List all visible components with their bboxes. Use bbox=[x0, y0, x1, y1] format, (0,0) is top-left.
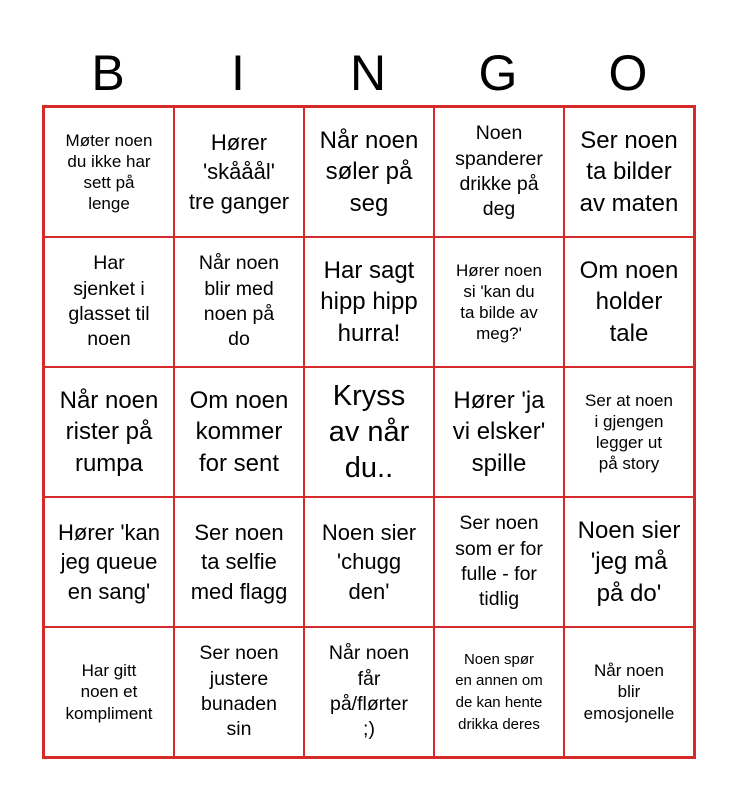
header-letter-b: B bbox=[91, 45, 125, 101]
bingo-cell[interactable]: Når noen blir emosjonelle bbox=[564, 627, 694, 757]
bingo-cell[interactable]: Når noen blir med noen på do bbox=[174, 237, 304, 367]
header-letter-i: I bbox=[231, 45, 245, 101]
bingo-cell[interactable]: Når noen får på/flørter ;) bbox=[304, 627, 434, 757]
header-letter-n: N bbox=[349, 45, 387, 101]
bingo-cell[interactable]: Hører 'ja vi elsker' spille bbox=[434, 367, 564, 497]
header-letter-o: O bbox=[608, 45, 648, 101]
free-space-cell[interactable]: Kryss av når du.. bbox=[304, 367, 434, 497]
bingo-cell[interactable]: Noen sier 'chugg den' bbox=[304, 497, 434, 627]
bingo-cell[interactable]: Har sjenket i glasset til noen bbox=[44, 237, 174, 367]
bingo-cell[interactable]: Når noen rister på rumpa bbox=[44, 367, 174, 497]
header-letter-g: G bbox=[478, 45, 518, 101]
bingo-cell[interactable]: Om noen kommer for sent bbox=[174, 367, 304, 497]
bingo-cell[interactable]: Har gitt noen et kompliment bbox=[44, 627, 174, 757]
bingo-cell[interactable]: Har sagt hipp hipp hurra! bbox=[304, 237, 434, 367]
bingo-cell[interactable]: Hører 'kan jeg queue en sang' bbox=[44, 497, 174, 627]
bingo-cell[interactable]: Om noen holder tale bbox=[564, 237, 694, 367]
bingo-cell[interactable]: Noen sier 'jeg må på do' bbox=[564, 497, 694, 627]
bingo-card-grid bbox=[42, 105, 696, 759]
bingo-cell[interactable]: Hører noen si 'kan du ta bilde av meg?' bbox=[434, 237, 564, 367]
bingo-cell[interactable]: Noen spanderer drikke på deg bbox=[434, 107, 564, 237]
bingo-cell[interactable]: Ser noen ta selfie med flagg bbox=[174, 497, 304, 627]
bingo-cell[interactable]: Ser noen ta bilder av maten bbox=[564, 107, 694, 237]
bingo-cell[interactable]: Når noen søler på seg bbox=[304, 107, 434, 237]
bingo-cell[interactable]: Ser noen justere bunaden sin bbox=[174, 627, 304, 757]
bingo-header bbox=[43, 40, 693, 106]
bingo-cell[interactable]: Hører 'skååål' tre ganger bbox=[174, 107, 304, 237]
bingo-cell[interactable]: Ser at noen i gjengen legger ut på story bbox=[564, 367, 694, 497]
bingo-cell[interactable]: Møter noen du ikke har sett på lenge bbox=[44, 107, 174, 237]
bingo-cell[interactable]: Noen spør en annen om de kan hente drikka deres bbox=[434, 627, 564, 757]
bingo-cell[interactable]: Ser noen som er for fulle - for tidlig bbox=[434, 497, 564, 627]
